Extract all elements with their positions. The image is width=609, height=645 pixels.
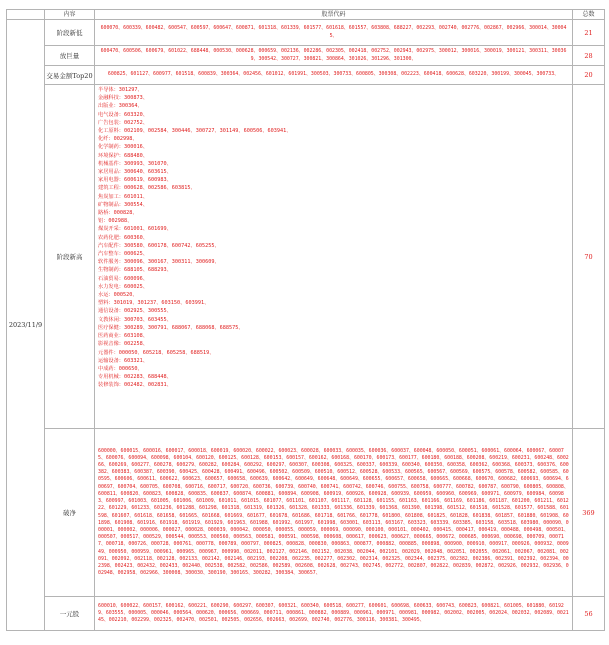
industry-codes: 000650、 — [118, 365, 143, 372]
header-codes: 股票代码 — [95, 10, 573, 20]
codes-cell: 600000、600015、600016、600017、600018、600019、600020、600022、600023、600028、600033、600035、600036、600037、600048、600050、600051、600061、600064、600067、600075、600076、600094、600098、600104、600120、600125、600128、600153、600157、600162、600168、600170、600173、600177、600180、600188、600208、600219、600231、600248、600266、600269、600277、600278、600279、600282、600284、600292、600297、600307、600308、600325、600337、600339、600340、600350、600358、600362、600368、600373、600376、600382、600383、600387、600390、600425、600428、600491、600496、600502、600509、600510、600512、600528、600533、600565、600567、600569、600575、600578、600582、600585、600595、600606、600611、600622、600623、600657、600658、600639、600642、600649、600648、600649、600655、600657、600658、600665、600668、600670、600682、600693、600694、600697、600704、600705、600708、600716、600717、600720、600736、600739、600740、600741、600742、600746、600755、600758、600777、600782、600787、600790、600805、600808、600811、600820、600823、600828、600835、600837、600874、600881、600894、600908、600919、600926、600928、600939、600959、600960、600969、600971、600979、600984、600983、600997、601003、601005、601006、601009、601011、601015、601077、601101、601107、601117、601128、601155、601163、601166、601169、601186、601187、601200、601211、601222、601229、601233、601236、601288、601298、601318、601319、601326、601328、601333、601336、601339、601368、601390、601398、601512、601518、601528、601577、601588、601598、601607、601618、601658、601665、601668、601669、601677、601678、601686、601718、601766、601778、601800、601808、601825、601828、601838、601857、601880、601908、601898、601908、601916、601918、601919、601929、601963、601988、601992、601997、601998、603001、603113、603167、603323、603339、603385、603158、603518、603980、000090、000001、000002、000006、000027、000028、000039、000042、000050、000055、000059、000069、000090、000100、000101、000402、000415、000417、000419、000488、000498、000501、000507、000517、000529、000544、000553、000560、000563、000581、000591、000598、000608、000617、000623、000627、000665、000672、000685、000690、000698、000709、000717、000718、000726、000728、000761、000778、000789、000797、000825、000828、000830、000863、000877、000882、000885、000898、000900、000910、000917、000926、000932、000949、000950、000959、000961、000965、000967、000990、002011、002127、002146、002152、002038、002044、002101、002029、002048、002051、002055、002061、002067、002081、002091、002092、002118、002128、002133、002142、002146、002193、002208、002235、002277、002302、002314、002325、002344、002375、002382、002386、002391、002392、002394、002398、002423、002432、002433、002440、002538、002582、002586、002589、002608、002628、002743、002745、002772、002807、002822、002839、002872、002926、002932、002936、002948、002958、002966、300008、300030、300190、300165、300282、300384、300657、 — [95, 429, 573, 597]
industry-codes: 300640、603615、 — [123, 169, 172, 176]
industry-codes: 301297、 — [118, 87, 143, 93]
header-content: 内容 — [45, 10, 95, 20]
industry-name: 专用机械： — [98, 374, 124, 381]
industry-codes: 603108、 — [123, 333, 148, 340]
industry-name: 通信设备： — [98, 308, 124, 315]
date-cell: 2023/11/9 — [7, 20, 45, 631]
industry-item — [98, 307, 569, 315]
industry-name: 生物制药： — [98, 267, 124, 274]
industry-codes: 002482、002831、 — [123, 382, 172, 389]
total-cell: 70 — [573, 85, 605, 429]
industry-codes: 300580、600178、600742、605255、 — [123, 242, 220, 249]
header-date — [7, 10, 45, 20]
industry-item — [98, 135, 569, 143]
industry-item — [98, 152, 569, 160]
industry-name: 医药商业： — [98, 333, 124, 340]
industry-name: 半导体： — [98, 87, 119, 93]
industry-codes: 300016、 — [123, 144, 148, 151]
industry-item — [98, 86, 569, 94]
industry-item — [98, 160, 569, 168]
industry-item — [98, 127, 569, 135]
industry-name: 农药化肥： — [98, 234, 124, 241]
industry-name: 石油贸易： — [98, 275, 124, 282]
industry-item — [98, 332, 569, 340]
industry-codes: 600096、 — [123, 275, 148, 282]
industry-item — [98, 365, 569, 373]
industry-item — [98, 324, 569, 332]
industry-list-cell — [95, 85, 573, 429]
industry-item — [98, 340, 569, 348]
industry-item — [98, 193, 569, 201]
industry-codes: 002258、 — [123, 341, 148, 348]
industry-name: 建筑工程： — [98, 185, 124, 192]
category-cell: 阶段新低 — [45, 20, 95, 46]
industry-name: 汽车整车： — [98, 251, 124, 258]
industry-name: 路桥： — [98, 210, 114, 217]
industry-name: 化纤： — [98, 136, 114, 143]
industry-codes: 600360、 — [123, 234, 148, 241]
industry-item — [98, 176, 569, 184]
table-row — [7, 20, 605, 46]
table-row — [7, 597, 605, 631]
industry-item — [98, 119, 569, 127]
category-cell: 一元股 — [45, 597, 95, 631]
industry-item — [98, 184, 569, 192]
industry-codes: 301019、301237、603150、603991、 — [113, 300, 210, 307]
category-cell: 交易金额Top20 — [45, 66, 95, 85]
industry-codes: 300703、603455、 — [123, 316, 172, 323]
industry-item — [98, 283, 569, 291]
industry-codes: 688480、 — [123, 152, 148, 159]
total-cell: 28 — [573, 46, 605, 66]
industry-item — [98, 111, 569, 119]
industry-item — [98, 258, 569, 266]
industry-name: 塑料： — [98, 300, 114, 307]
industry-item — [98, 242, 569, 250]
industry-codes: 002283、688448、 — [123, 374, 172, 381]
industry-item — [98, 349, 569, 357]
industry-name: 中成药： — [98, 365, 119, 372]
industry-name: 家居用品： — [98, 169, 124, 176]
industry-name: 影视音像： — [98, 341, 124, 348]
industry-name: 装修装饰： — [98, 382, 124, 389]
industry-item — [98, 102, 569, 110]
industry-codes: 002925、300555、 — [123, 308, 172, 315]
total-cell: 369 — [573, 429, 605, 597]
industry-item — [98, 266, 569, 274]
industry-list — [98, 86, 569, 390]
industry-codes: 002998、 — [113, 136, 138, 143]
industry-codes: 002109、002584、300446、300727、301149、600506、603941、 — [123, 128, 292, 135]
industry-codes: 002988、 — [108, 218, 133, 225]
codes-cell: 600010、600022、600157、600162、600221、600290、600297、600307、600321、600340、600518、600277、600601、600698、600633、600743、600823、600821、601005、601880、601929、603555、000005、000046、000564、000620、000656、000669、000711、000861、000882、000889、000961、000971、000981、000982、002002、002005、002024、002032、002089、002145、002210、002299、002325、002470、002501、002505、002656、002663、002699、002740、002776、300116、300381、300495、 — [95, 597, 573, 631]
total-cell: 56 — [573, 597, 605, 631]
industry-item — [98, 94, 569, 102]
header-total: 总数 — [573, 10, 605, 20]
industry-name: 家用电器： — [98, 177, 124, 184]
industry-name: 运输设备： — [98, 357, 124, 364]
category-cell: 放巨量 — [45, 46, 95, 66]
total-cell: 20 — [573, 66, 605, 85]
industry-name: 铝： — [98, 218, 109, 225]
table-row — [7, 46, 605, 66]
category-cell: 破净 — [45, 429, 95, 597]
industry-item — [98, 275, 569, 283]
industry-name: 矿物制品： — [98, 201, 124, 208]
industry-codes: 300873、 — [123, 95, 148, 102]
industry-name: 环境保护： — [98, 152, 124, 159]
industry-name: 元器件： — [98, 349, 119, 356]
industry-item — [98, 291, 569, 299]
table-row — [7, 85, 605, 429]
industry-codes: 300993、301070、 — [123, 160, 172, 167]
stock-table — [6, 9, 605, 631]
industry-codes: 603321、 — [123, 357, 148, 364]
codes-cell: 600470、600506、600679、601022、688448、000530、000628、000659、002136、002286、002305、002418、002752、002943、002975、300012、300016、300019、300121、300311、300369、300542、300727、300821、300864、301026、301296、301300、 — [95, 46, 573, 66]
industry-name: 汽车配件： — [98, 242, 124, 249]
industry-item — [98, 217, 569, 225]
industry-name: 煤炭开采： — [98, 226, 124, 233]
industry-name: 化工原料： — [98, 128, 124, 135]
industry-item — [98, 209, 569, 217]
industry-name: 文教休闲： — [98, 316, 124, 323]
industry-name: 化学制药： — [98, 144, 124, 151]
codes-cell: 600070、600339、600482、600547、600597、600647、600871、601318、601339、601577、601618、601557、603808、688227、002293、002740、002776、002867、002966、300014、300045、 — [95, 20, 573, 46]
industry-item — [98, 201, 569, 209]
industry-name: 机械基件： — [98, 160, 124, 167]
industry-codes: 688105、688293、 — [123, 267, 172, 274]
industry-codes: 300096、300167、300311、300609、 — [123, 259, 220, 266]
industry-item — [98, 381, 569, 389]
industry-codes: 000628、002586、603815、 — [123, 185, 196, 192]
industry-item — [98, 373, 569, 381]
industry-item — [98, 225, 569, 233]
industry-name: 焦炭加工： — [98, 193, 124, 200]
industry-name: 金融科技： — [98, 95, 124, 102]
industry-item — [98, 316, 569, 324]
industry-item — [98, 143, 569, 151]
table-row — [7, 429, 605, 597]
table-row — [7, 66, 605, 85]
header-row — [7, 10, 605, 20]
industry-item — [98, 299, 569, 307]
industry-item — [98, 168, 569, 176]
industry-item — [98, 250, 569, 258]
industry-codes: 000520、 — [113, 292, 138, 299]
industry-name: 电气设备： — [98, 111, 124, 118]
industry-item — [98, 234, 569, 242]
industry-codes: 300554、 — [123, 201, 148, 208]
industry-codes: 601001、601699、 — [123, 226, 172, 233]
industry-codes: 002752、 — [123, 119, 148, 126]
total-cell: 21 — [573, 20, 605, 46]
industry-codes: 000050、605218、605258、688519、 — [118, 349, 215, 356]
industry-codes: 600025、 — [123, 283, 148, 290]
industry-name: 软件服务： — [98, 259, 124, 266]
industry-name: 水力发电： — [98, 283, 124, 290]
industry-codes: 600619、600983、 — [123, 177, 172, 184]
industry-codes: 603320、 — [123, 111, 148, 118]
industry-codes: 000828、 — [113, 210, 138, 217]
industry-name: 医疗保健： — [98, 324, 124, 331]
industry-codes: 300364、 — [118, 103, 143, 110]
industry-name: 水运： — [98, 292, 114, 299]
industry-codes: 601011、 — [123, 193, 148, 200]
industry-item — [98, 357, 569, 365]
industry-codes: 300289、300791、688067、688068、688575、 — [123, 324, 244, 331]
category-cell: 阶段新高 — [45, 85, 95, 429]
codes-cell: 600825、601127、600977、601518、600839、300364、002456、601012、601991、300503、300733、600805、300308、002223、600418、600628、603220、300199、300045、300733、 — [95, 66, 573, 85]
industry-name: 出版业： — [98, 103, 119, 110]
industry-codes: 000625、 — [123, 251, 148, 258]
industry-name: 广告包装： — [98, 119, 124, 126]
